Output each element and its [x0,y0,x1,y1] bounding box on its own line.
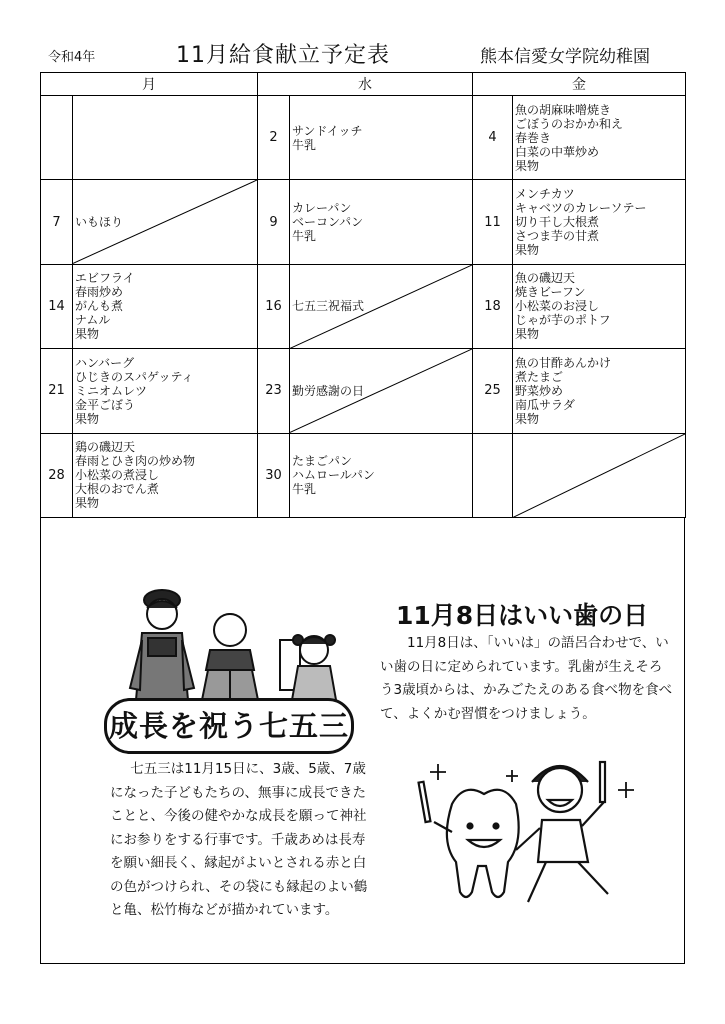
menu-item: 野菜炒め [515,383,564,398]
menu-item: 鶏の磯辺天 [75,440,136,455]
menu-item: さつま芋の甘煮 [515,229,600,244]
menu-item: いもほり [75,215,124,230]
menu-item: じゃが芋のポトフ [515,313,611,328]
day-number: 16 [258,264,290,348]
day-number [473,433,513,517]
day-number: 7 [41,180,73,264]
menu-item: 果物 [75,411,100,426]
menu-item: メンチカツ [515,187,575,202]
menu-item: 魚の磯辺天 [515,271,576,286]
menu-item: 果物 [515,158,540,173]
holiday-slash [290,265,472,348]
menu-item: ごぼうのおかか和え [515,116,624,131]
holiday-slash [290,349,472,432]
menu-item: 春雨とひき肉の炒め物 [75,454,196,469]
menu-item: 牛乳 [292,482,317,497]
menu-item: 牛乳 [292,229,317,244]
menu-item: カレーパン [292,201,352,216]
menu-item: 金平ごぼう [75,397,136,412]
menu-items-fri [513,349,686,433]
day-number: 11 [473,180,513,264]
menu-item: ベーコンパン [292,215,364,230]
day-number: 4 [473,96,513,180]
column-header-mon: 月 [41,73,258,96]
menu-items-fri [513,96,686,180]
menu-item: 春巻き [515,130,552,145]
menu-items-mon [73,433,258,517]
menu-items-wed [290,96,473,180]
day-number: 23 [258,349,290,433]
menu-item: 大根のおでん煮 [75,482,159,497]
menu-item: 勤労感謝の日 [292,383,365,398]
day-number [41,96,73,180]
day-number: 30 [258,433,290,517]
menu-items-mon [73,264,258,348]
table-row [41,433,686,517]
menu-item: 白菜の中華炒め [515,144,600,159]
menu-item: 七五三祝福式 [292,299,365,314]
menu-item: 果物 [75,327,100,342]
menu-item: 果物 [515,327,540,342]
menu-item: ナムル [75,313,111,328]
menu-items-fri [513,264,686,348]
menu-item: 果物 [515,411,540,426]
menu-item: ひじきのスパゲッティ [75,369,194,384]
menu-item: がんも煮 [75,299,124,314]
teeth-day-title: 11月8日はいい歯の日 [396,601,649,630]
era-label: 令和4年 [48,50,96,65]
menu-items-wed [290,264,473,348]
column-header-fri: 金 [473,73,686,96]
menu-item: ハムロールパン [292,468,375,483]
table-row [41,349,686,433]
menu-item: 春雨炒め [75,285,124,300]
menu-item: 小松菜のお浸し [515,299,600,314]
menu-item: ハンバーグ [75,355,135,370]
teeth-day-body: 11月8日は、「いいは」の語呂合わせで、いい歯の日に定められています。乳歯が生えそろう3歳頃からは、かみごたえのある食べ物を食べて、よくかむ習慣をつけましょう。 [380,635,673,722]
menu-item: 果物 [515,243,540,258]
shichigosan-body: 七五三は11月15日に、3歳、5歳、7歳になった子どもたちの、無事に成長できたことと、今後の健やかな成長を願って神社にお参りをする行事です。千歳あめは長寿を願い細長く、縁起がよいとされる赤と白の色がつけられ、その袋にも縁起のよい鶴と亀、松竹梅などが描かれています。 [110,761,368,918]
day-number: 14 [41,264,73,348]
menu-item: 果物 [75,496,100,511]
menu-item: 煮たまご [515,369,564,384]
holiday-slash [73,180,257,263]
menu-item: たまごパン [292,454,353,469]
day-number: 25 [473,349,513,433]
menu-table [40,72,686,518]
hakama-boy-icon [202,614,258,700]
page-title: 11月給食献立予定表 [176,43,390,68]
tooth-character-icon [412,742,642,912]
menu-item: エビフライ [75,271,135,286]
holiday-slash [513,434,685,517]
menu-item: ミニオムレツ [75,383,148,398]
menu-items-wed [290,433,473,517]
boy-toothbrush-icon [516,762,608,902]
day-number: 9 [258,180,290,264]
menu-items-fri [513,180,686,264]
menu-item: 南瓜サラダ [515,397,575,412]
menu-items-mon [73,96,258,180]
small-girl-icon [280,635,336,700]
table-row [41,264,686,348]
menu-items-fri [513,433,686,517]
menu-items-wed [290,180,473,264]
menu-items-mon [73,180,258,264]
column-header-wed: 水 [258,73,473,96]
menu-item: キャベツのカレーソテー [515,201,647,216]
school-name: 熊本信愛女学院幼稚園 [480,47,650,67]
menu-item: 牛乳 [292,137,317,152]
day-number: 18 [473,264,513,348]
table-row [41,180,686,264]
kimono-girl-icon [118,578,368,703]
menu-item: 切り干し大根煮 [515,215,600,230]
menu-item: 魚の甘酢あんかけ [515,355,612,370]
menu-items-mon [73,349,258,433]
day-number: 28 [41,433,73,517]
menu-items-wed [290,349,473,433]
table-row [41,96,686,180]
day-number: 2 [258,96,290,180]
shichigosan-title: 成長を祝う七五三 [104,698,354,754]
menu-item: 焼きビーフン [515,285,586,300]
day-number: 21 [41,349,73,433]
menu-item: 魚の胡麻味噌焼き [515,102,612,117]
menu-item: サンドイッチ [292,123,363,138]
menu-item: 小松菜の煮浸し [75,468,160,483]
